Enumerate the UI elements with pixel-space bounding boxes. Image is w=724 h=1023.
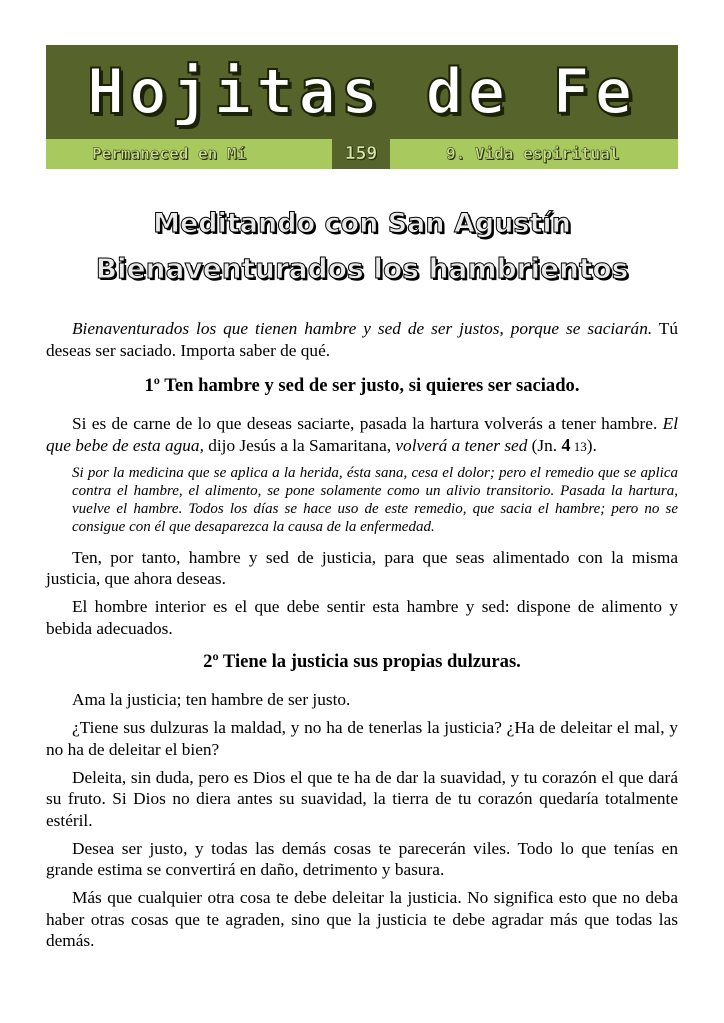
publication-title: Hojitas de Fe	[86, 55, 638, 128]
s1p1-text-f: ).	[586, 436, 597, 456]
category-label-box	[390, 139, 678, 169]
series-label-box	[46, 139, 332, 169]
category-label: 9. Vida espiritual	[446, 144, 620, 163]
section1-paragraph2: Ten, por tanto, hambre y sed de justicia, para que seas alimentado con la misma justicia, que ahora deseas.	[46, 547, 678, 589]
s1p1-italic-d: volverá a tener sed	[395, 436, 528, 456]
title-band	[46, 45, 678, 139]
issue-number: 159	[344, 143, 378, 164]
s1p1-text-a: Si es de carne de lo que deseas saciarte, pasada la hartura volverás a tener hambre.	[72, 414, 663, 434]
section1-paragraph1	[46, 413, 678, 457]
series-label: Permaneced en Mí	[92, 144, 247, 163]
beatitude-quote: Bienaventurados los que tienen hambre y sed de ser justos, porque se saciarán.	[72, 319, 653, 338]
section2-paragraph5: Más que cualquier otra cosa te debe deleitar la justicia. No significa esto que no deba haber otras cosas que te agraden, sino que la justicia te debe agradar más que todas las demás.	[46, 888, 678, 951]
s1p1-text-e: (Jn.	[527, 436, 562, 456]
section2-paragraph2: ¿Tiene sus dulzuras la maldad, y no ha de tenerlas la justicia? ¿Ha de deleitar el mal, y no ha de deleitar el bien?	[46, 718, 678, 759]
s1p1-italic-b: El que bebe de esta agua,	[46, 414, 678, 456]
document-title-line2: Bienaventurados los hambrientos	[95, 252, 629, 285]
section2-paragraph1: Ama la justicia; ten hambre de ser justo.	[72, 690, 351, 710]
article-body	[46, 318, 678, 958]
document-title-line1: Meditando con San Agustín	[153, 208, 571, 239]
header-banner	[46, 45, 678, 169]
section1-paragraph3: El hombre interior es el que debe sentir esta hambre y sed: dispone de alimento y bebida adecuados.	[46, 597, 678, 638]
section2-paragraph3: Deleita, sin duda, pero es Dios el que te ha de dar la suavidad, y tu corazón el que dará su fruto. Si Dios no diera antes su suavidad, la tierra de tu corazón quedaría totalmente estéril.	[46, 767, 678, 830]
section1-quote: Si por la medicina que se aplica a la herida, ésta sana, cesa el dolor; pero el remedio que se aplica contra el hambre, el alimento, se pone solamente como un alivio transitorio. Pasada la hartura, vuelve el hambre. Todos los días se hace uso de este remedio, que sacia el hambre; pero no se consigue con él que desaparezca la causa de la enfermedad.	[72, 464, 678, 536]
issue-number-box	[332, 139, 390, 169]
intro-rest: Tú deseas ser saciado. Importa saber de qué.	[46, 319, 678, 360]
section2-heading: 2º Tiene la justicia sus propias dulzuras.	[203, 651, 521, 673]
s1p1-text-c: dijo Jesús a la Samaritana,	[203, 436, 396, 456]
intro-paragraph	[46, 318, 678, 361]
scripture-chapter: 4	[561, 435, 571, 456]
section1-heading: 1º Ten hambre y sed de ser justo, si quieres ser saciado.	[144, 375, 580, 397]
section2-paragraph4: Desea ser justo, y todas las demás cosas te parecerán viles. Todo lo que tenías en grande estima se convertirá en daño, detrimento y basura.	[46, 838, 678, 880]
scripture-verse: 13	[570, 439, 587, 455]
